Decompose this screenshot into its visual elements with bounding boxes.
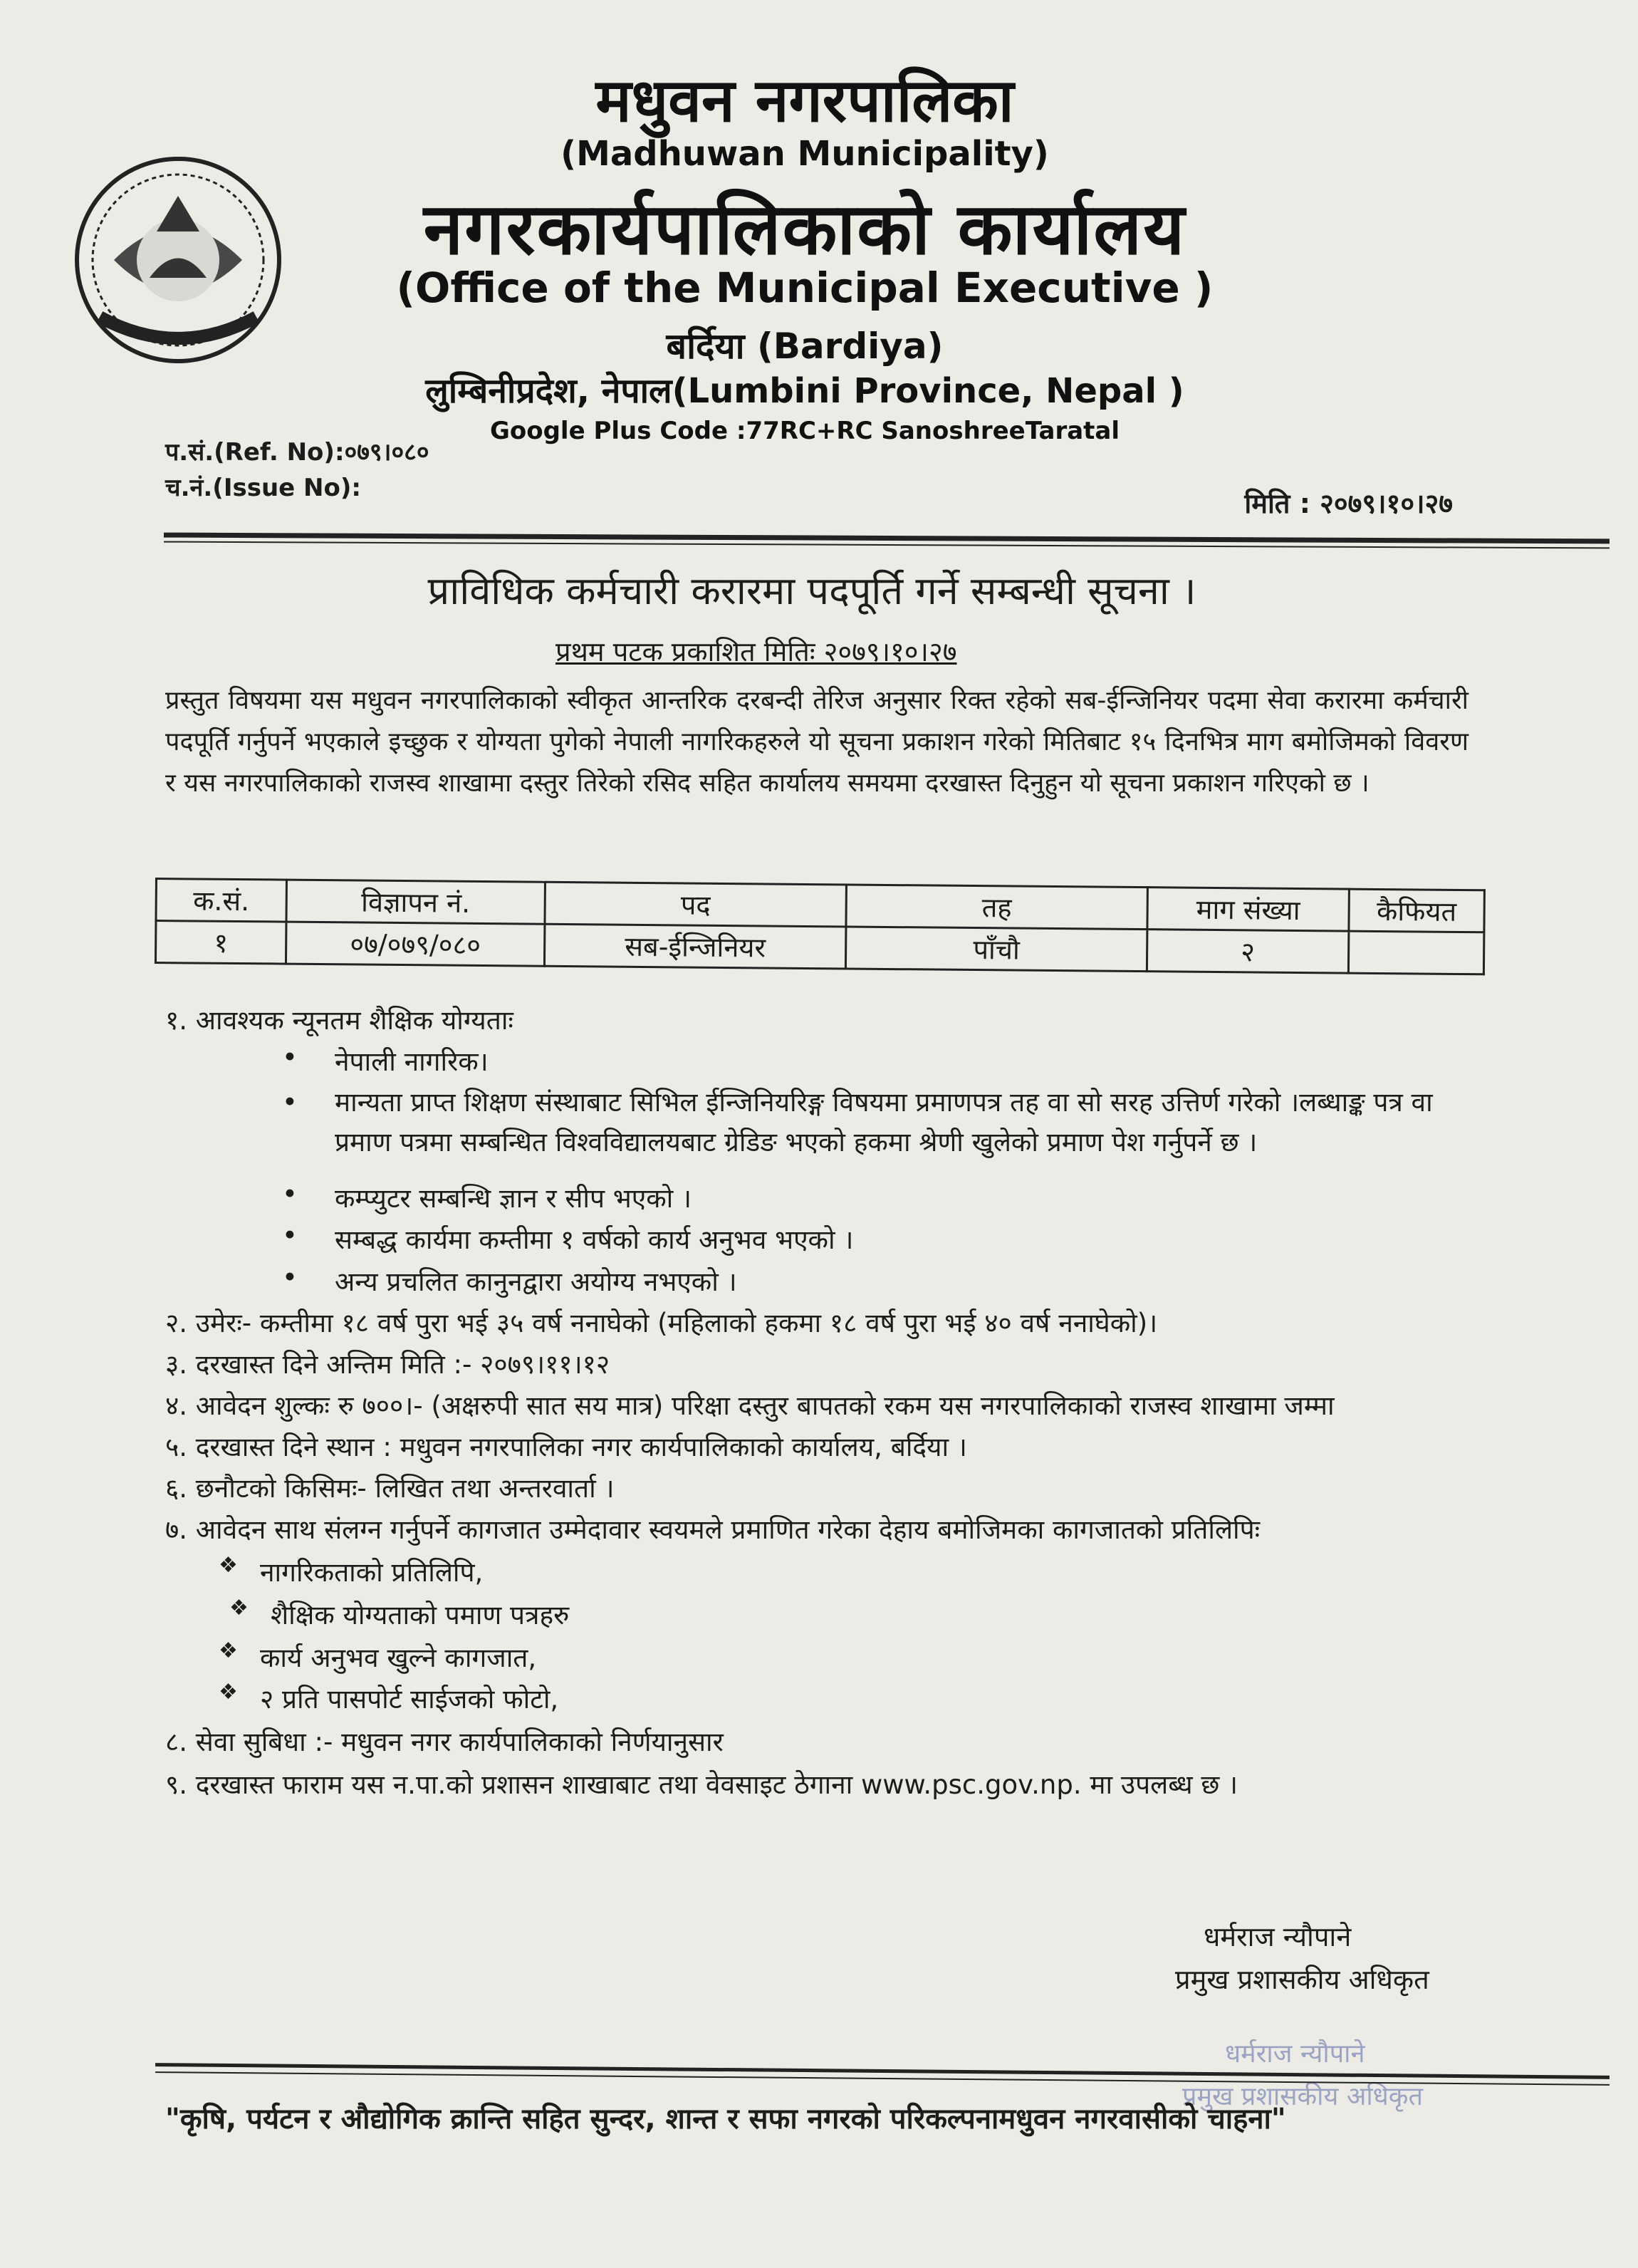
column-header: क.सं. [156,879,287,922]
list-item: • अन्य प्रचलित कानुनद्वारा अयोग्य नभएको । [335,1262,737,1299]
vacancy-table [155,878,1486,975]
list-item: ❖ २ प्रति पासपोर्ट साईजको फोटो, [260,1680,558,1716]
table-cell: २ [1147,930,1349,973]
column-header: तह [846,885,1147,930]
district-name: बर्दिया (Bardiya) [666,326,944,367]
list-item: • कम्प्युटर सम्बन्धि ज्ञान र सीप भएको । [335,1179,692,1215]
list-item: ❖ नागरिकताको प्रतिलिपि, [260,1553,483,1589]
plus-code: Google Plus Code :77RC+RC SanoshreeTaratal [489,417,1120,445]
application-deadline: ३. दरखास्त दिने अन्तिम मिति :- २०७९।११।१२ [165,1349,610,1380]
qualification-heading: १. आवश्यक न्यूनतम शैक्षिक योग्यताः [165,1005,513,1036]
list-item: ❖ शैक्षिक योग्यताको पमाण पत्रहरु [271,1596,569,1632]
column-header: कैफियत [1349,889,1485,932]
list-item-text: मान्यता प्राप्त शिक्षण संस्थाबाट सिभिल ईन्जिनियरिङ्ग विषयमा प्रमाणपत्र तह वा सो सरह उत्तिर्ण गरेको ।लब्धाङ्क पत्र वा प्रमाण पत्रमा सम्बन्धित विश्वविद्यालयबाट ग्रेडिङ भएको हकमा श्रेणी खुलेको प्रमाण पेश गर्नुपर्ने छ । [335,1087,1433,1158]
application-fee: ४. आवेदन शुल्कः रु ७००।- (अक्षरुपी सात सय मात्र) परिक्षा दस्तुर बापतको रकम यस नगरपालिकाको राजस्व शाखामा जम्मा [165,1390,1335,1421]
stamp-title: प्रमुख प्रशासकीय अधिकृत [1182,2082,1423,2111]
service-facility: ८. सेवा सुबिधा :- मधुवन नगर कार्यपालिकाको निर्णयानुसार [165,1727,724,1757]
table-cell: १ [155,921,286,964]
issue-number: च.नं.(Issue No): [165,474,362,502]
column-header: पद [545,882,846,927]
signatory-name: धर्मराज न्यौपाने [1204,1921,1352,1952]
age-requirement: २. उमेरः- कम्तीमा १८ वर्ष पुरा भई ३५ वर्ष ननाघेको (महिलाको हकमा १८ वर्ष पुरा भई ४० वर्ष ननाघेको)। [165,1308,1158,1338]
column-header: विज्ञापन नं. [286,880,546,924]
column-header: माग संख्या [1147,888,1350,931]
reference-number: प.सं.(Ref. No):०७९।०८० [165,438,429,467]
table-cell: पाँचौ [845,927,1147,972]
municipality-name-nepali: मधुवन नगरपालिका [595,66,1014,135]
letter-date: मिति : २०७९।१०।२७ [1244,488,1453,519]
municipality-name-english: (Madhuwan Municipality) [560,134,1049,174]
list-item: • नेपाली नागरिक। [335,1042,489,1078]
list-item: • सम्बद्ध कार्यमा कम्तीमा १ वर्षको कार्य अनुभव भएको । [335,1220,853,1257]
province-name: लुम्बिनीप्रदेश, नेपाल(Lumbini Province, Nepal ) [425,371,1184,411]
application-form: ९. दरखास्त फाराम यस न.पा.को प्रशासन शाखाबाट तथा वेवसाइट ठेगाना www.psc.gov.np. मा उपलब्ध छ । [165,1769,1238,1800]
table-cell: ०७/०७९/०८० [286,922,545,966]
office-name-english: (Office of the Municipal Executive ) [396,264,1214,312]
stamp-name: धर्मराज न्यौपाने [1225,2039,1365,2069]
signatory-title: प्रमुख प्रशासकीय अधिकृत [1175,1964,1429,1995]
table-cell [1348,931,1484,974]
documents-heading: ७. आवेदन साथ संलग्न गर्नुपर्ने कागजात उम्मेदावार स्वयमले प्रमाणित गरेका देहाय बमोजिमका कागजातको प्रतिलिपिः [165,1514,1261,1545]
nepal-emblem-logo [71,153,285,367]
list-item: • मान्यता प्राप्त शिक्षण संस्थाबाट सिभिल ईन्जिनियरिङ्ग विषयमा प्रमाणपत्र तह वा सो सरह उत्तिर्ण गरेको ।लब्धाङ्क पत्र वा प्रमाण पत्रमा सम्बन्धित विश्वविद्यालयबाट ग्रेडिङ भएको हकमा श्रेणी खुलेको प्रमाण पेश गर्नुपर्ने छ । [282,1087,1433,1158]
table-cell: सब-ईन्जिनियर [544,924,845,969]
notice-title: प्राविधिक कर्मचारी करारमा पदपूर्ति गर्ने सम्बन्धी सूचना । [427,568,1196,613]
application-place: ५. दरखास्त दिने स्थान : मधुवन नगरपालिका नगर कार्यपालिकाको कार्यालय, बर्दिया । [165,1432,967,1462]
selection-method: ६. छनौटको किसिमः- लिखित तथा अन्तरवार्ता । [165,1473,615,1504]
office-name-nepali: नगरकार्यपालिकाको कार्यालय [423,187,1186,271]
published-date: प्रथम पटक प्रकाशित मितिः २०७९।१०।२७ [555,636,957,667]
intro-paragraph: प्रस्तुत विषयमा यस मधुवन नगरपालिकाको स्वीकृत आन्तरिक दरबन्दी तेरिज अनुसार रिक्त रहेको सब-ईन्जिनियर पदमा सेवा करारमा कर्मचारी पदपूर्ति गर्नुपर्ने भएकाले इच्छुक र योग्यता पुगेको नेपाली नागरिकहरुले यो सूचना प्रकाशन गरेको मितिबाट १५ दिनभित्र माग बमोजिमको विवरण र यस नगरपालिकाको राजस्व शाखामा दस्तुर तिरेको रसिद सहित कार्यालय समयमा दरखास्त दिनुहुन यो सूचना प्रकाशन गरिएको छ । [165,686,1469,798]
list-item: ❖ कार्य अनुभव खुल्ने कागजात, [260,1638,536,1675]
footer-slogan: "कृषि, पर्यटन र औद्योगिक क्रान्ति सहित सुन्दर, शान्त र सफा नगरको परिकल्पनामधुवन नगरवासीको चाहना" [165,2103,1286,2136]
